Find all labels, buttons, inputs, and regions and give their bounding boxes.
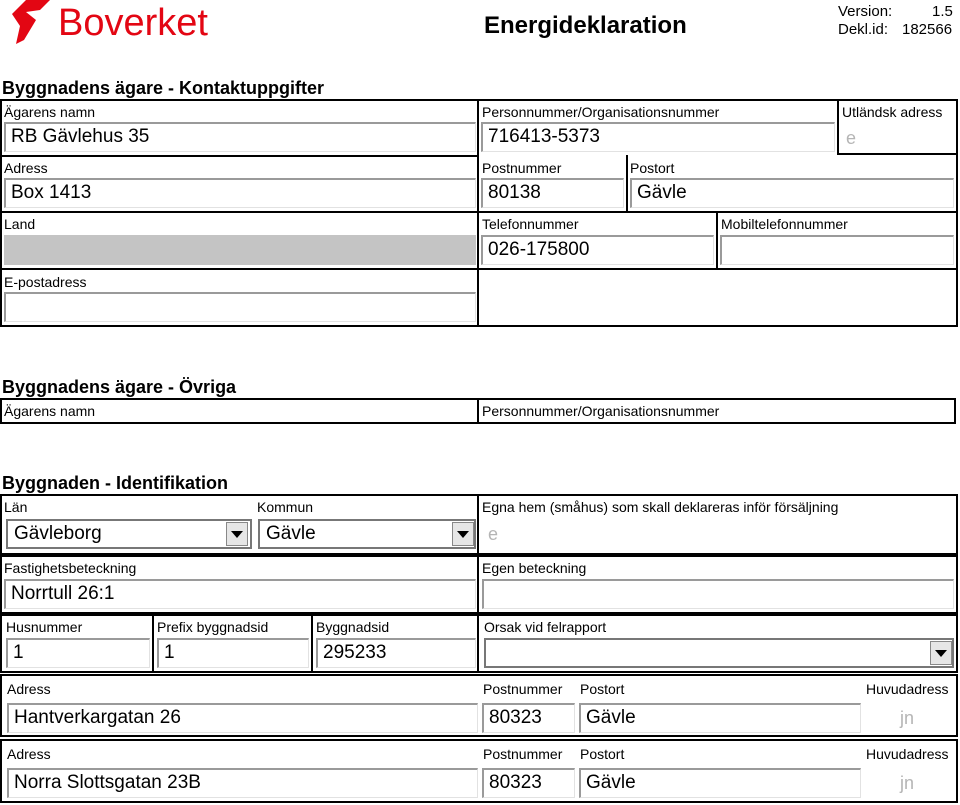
- egna-hem-checkbox[interactable]: e: [488, 524, 499, 544]
- fastighet-label: Fastighetsbeteckning: [4, 560, 137, 576]
- mobile-field[interactable]: [720, 235, 954, 265]
- lan-dropdown-button[interactable]: [226, 522, 248, 546]
- chevron-down-icon: [231, 531, 243, 538]
- address-2-postnr-field[interactable]: 80323: [482, 768, 575, 798]
- boverket-logo: [6, 0, 226, 48]
- address-1-postnr-field[interactable]: 80323: [482, 703, 575, 733]
- address-field[interactable]: Box 1413: [4, 178, 476, 208]
- owner-other-title: Byggnadens ägare - Övriga: [2, 377, 237, 397]
- orsak-select[interactable]: [484, 638, 954, 668]
- byggnadsid-field[interactable]: 295233: [316, 638, 476, 668]
- address-2-field[interactable]: Norra Slottsgatan 23B: [7, 768, 478, 798]
- kommun-dropdown-button[interactable]: [452, 522, 474, 546]
- email-label: E-postadress: [4, 274, 87, 290]
- postnr-field[interactable]: 80138: [481, 178, 624, 208]
- address-1-main-radio[interactable]: jn: [900, 708, 915, 728]
- orgnr-field[interactable]: 716413-5373: [481, 122, 835, 152]
- mobile-label: Mobiltelefonnummer: [721, 216, 848, 232]
- byggnadsid-label: Byggnadsid: [316, 619, 390, 635]
- owner-name-label: Ägarens namn: [4, 104, 96, 120]
- foreign-address-checkbox[interactable]: e: [846, 128, 857, 148]
- address-1-label: Adress: [7, 681, 51, 697]
- owner-name-field[interactable]: RB Gävlehus 35: [4, 122, 476, 152]
- deklid-label: Dekl.id:: [838, 21, 889, 38]
- address-label: Adress: [4, 160, 48, 176]
- chevron-down-icon: [935, 650, 947, 657]
- owner-other-orgnr-label: Personnummer/Organisationsnummer: [482, 403, 720, 419]
- kommun-label: Kommun: [257, 499, 314, 515]
- deklid-value: 182566: [902, 21, 953, 38]
- kommun-select-value: Gävle: [266, 523, 316, 544]
- owner-other-name-label: Ägarens namn: [4, 403, 96, 419]
- address-2-postnr-label: Postnummer: [483, 746, 563, 762]
- phone-field[interactable]: 026-175800: [481, 235, 714, 265]
- address-2-main-label: Huvudadress: [866, 746, 949, 762]
- postort-field[interactable]: Gävle: [630, 178, 954, 208]
- address-1-field[interactable]: Hantverkargatan 26: [7, 703, 478, 733]
- address-2-label: Adress: [7, 746, 51, 762]
- phone-label: Telefonnummer: [482, 216, 579, 232]
- egen-beteckning-label: Egen beteckning: [482, 560, 587, 576]
- lan-select-value: Gävleborg: [14, 523, 102, 544]
- address-1-postort-label: Postort: [580, 681, 625, 697]
- boverket-logo-mark: [6, 0, 58, 46]
- kommun-select[interactable]: [258, 519, 476, 549]
- version-value: 1.5: [932, 3, 953, 20]
- owner-contact-title: Byggnadens ägare - Kontaktuppgifter: [2, 78, 325, 98]
- husnummer-label: Husnummer: [6, 619, 83, 635]
- chevron-down-icon: [457, 531, 469, 538]
- husnummer-field[interactable]: 1: [6, 638, 150, 668]
- identification-title: Byggnaden - Identifikation: [2, 473, 229, 493]
- foreign-address-label: Utländsk adress: [842, 104, 943, 120]
- address-1-postort-field[interactable]: Gävle: [579, 703, 861, 733]
- address-2-postort-label: Postort: [580, 746, 625, 762]
- version-label: Version:: [838, 3, 893, 20]
- postort-label: Postort: [630, 160, 675, 176]
- egna-hem-label: Egna hem (småhus) som skall deklareras inför försäljning: [482, 499, 839, 515]
- address-2-postort-field[interactable]: Gävle: [579, 768, 861, 798]
- land-label: Land: [4, 216, 36, 232]
- orsak-label: Orsak vid felrapport: [484, 619, 607, 635]
- egen-beteckning-field[interactable]: [482, 579, 954, 609]
- address-2-main-radio[interactable]: jn: [900, 773, 915, 793]
- orsak-dropdown-button[interactable]: [930, 641, 952, 665]
- prefix-label: Prefix byggnadsid: [157, 619, 269, 635]
- address-1-postnr-label: Postnummer: [483, 681, 563, 697]
- boverket-logo-text: Boverket: [58, 2, 208, 44]
- orgnr-label: Personnummer/Organisationsnummer: [482, 104, 720, 120]
- email-field[interactable]: [4, 292, 476, 322]
- address-1-main-label: Huvudadress: [866, 681, 949, 697]
- lan-select[interactable]: [6, 519, 252, 549]
- land-field[interactable]: [4, 235, 476, 265]
- postnr-label: Postnummer: [482, 160, 562, 176]
- page-title: Energideklaration: [484, 12, 687, 39]
- lan-label: Län: [4, 499, 28, 515]
- fastighet-field[interactable]: Norrtull 26:1: [4, 579, 476, 609]
- prefix-field[interactable]: 1: [157, 638, 309, 668]
